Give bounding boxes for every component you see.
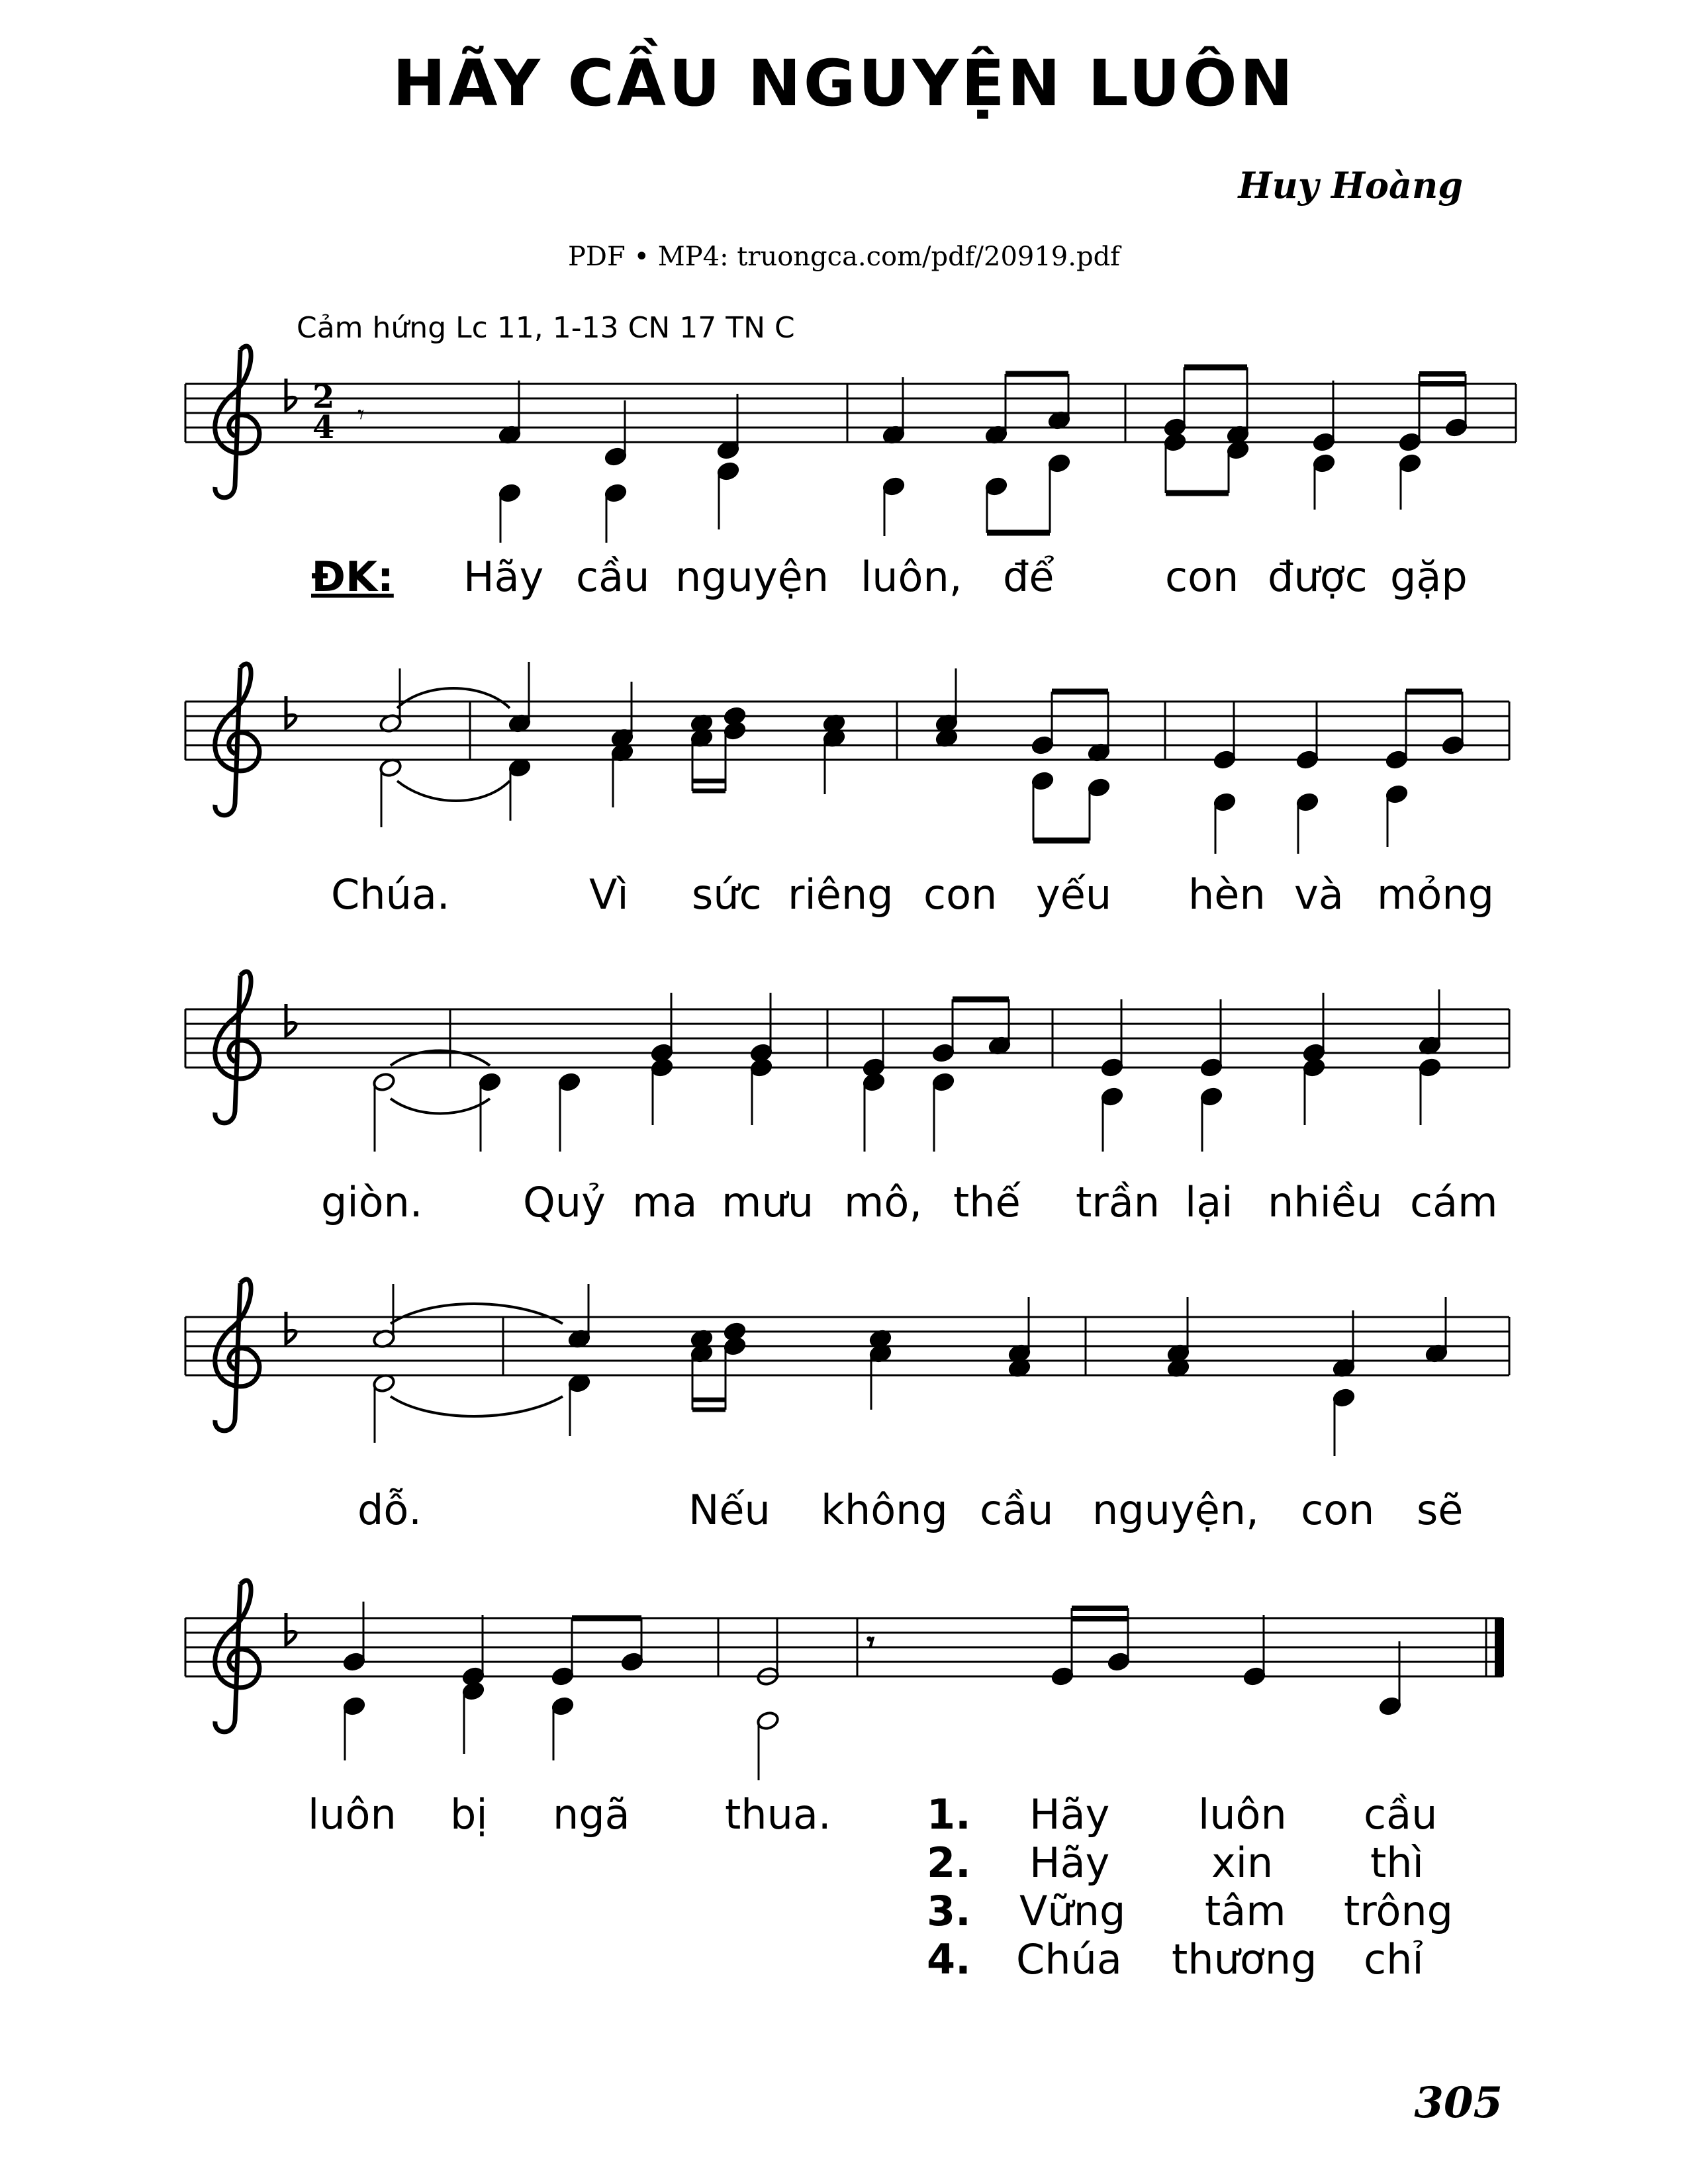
lyric-syllable: nguyện, xyxy=(1092,1486,1259,1534)
lyric-syllable: cầu xyxy=(576,553,650,601)
verse-word: Chúa xyxy=(1016,1935,1122,1983)
lyric-syllable: con xyxy=(1301,1486,1375,1534)
lyric-syllable: sẽ xyxy=(1417,1486,1464,1534)
verse-word: tâm xyxy=(1205,1887,1286,1935)
lyric-syllable: mô, xyxy=(844,1178,923,1226)
source-link[interactable]: PDF • MP4: truongca.com/pdf/20919.pdf xyxy=(567,242,1120,272)
verse-1 xyxy=(927,1790,1496,1843)
lyric-syllable: ma xyxy=(632,1178,698,1226)
lyrics-line-5 xyxy=(0,1790,920,1843)
verse-word: cầu xyxy=(1364,1790,1438,1839)
verse-word: Hãy xyxy=(1029,1790,1110,1839)
lyric-syllable: Hãy xyxy=(463,553,544,601)
staff-system-5 xyxy=(185,1580,1504,1780)
lyric-syllable: Nếu xyxy=(688,1486,771,1534)
lyrics-line-1 xyxy=(0,553,1688,606)
refrain-label: ĐK: xyxy=(311,553,394,601)
page-number: 305 xyxy=(1414,2078,1503,2128)
verse-word: chỉ xyxy=(1364,1935,1424,1983)
verse-word: thương xyxy=(1172,1935,1317,1983)
verse-word: thì xyxy=(1370,1839,1424,1887)
lyric-syllable: Vì xyxy=(589,870,629,919)
staff-system-4 xyxy=(185,1279,1509,1456)
verse-2 xyxy=(927,1839,1496,1891)
verse-number: 3. xyxy=(927,1887,971,1935)
verse-4 xyxy=(927,1935,1496,1988)
lyric-syllable: Chúa. xyxy=(331,870,450,919)
svg-text:𝄾: 𝄾 xyxy=(867,1627,874,1658)
verse-word: trông xyxy=(1344,1887,1454,1935)
lyric-syllable: mỏng xyxy=(1377,870,1494,919)
verse-word: xin xyxy=(1211,1839,1274,1887)
lyric-syllable: dỗ. xyxy=(357,1486,422,1534)
time-sig-top: 2 xyxy=(312,379,335,416)
lyric-syllable: thế xyxy=(953,1178,1021,1226)
lyric-syllable: lại xyxy=(1185,1178,1233,1226)
lyric-syllable: riêng xyxy=(788,870,894,919)
lyrics-line-3 xyxy=(0,1178,1688,1231)
lyric-syllable: luôn, xyxy=(861,553,962,601)
lyric-syllable: con xyxy=(923,870,998,919)
verse-number: 2. xyxy=(927,1839,971,1887)
lyric-syllable: Quỷ xyxy=(523,1178,606,1226)
lyric-syllable: giòn. xyxy=(321,1178,423,1226)
staff-system-2 xyxy=(185,662,1509,854)
verse-word: Hãy xyxy=(1029,1839,1110,1887)
lyric-syllable: cầu xyxy=(980,1486,1054,1534)
lyric-syllable: để xyxy=(1003,553,1055,601)
lyric-syllable: và xyxy=(1294,870,1344,919)
verse-3 xyxy=(927,1887,1496,1940)
staff-system-3 xyxy=(185,972,1509,1152)
lyric-syllable: được xyxy=(1268,553,1368,601)
lyric-syllable: sức xyxy=(692,870,762,919)
lyric-syllable: con xyxy=(1165,553,1239,601)
composer-name: Huy Hoàng xyxy=(1238,164,1463,206)
time-sig-bottom: 4 xyxy=(312,409,335,446)
lyric-syllable: yếu xyxy=(1036,870,1112,919)
verse-word: luôn xyxy=(1198,1790,1287,1839)
lyric-syllable: bị xyxy=(450,1790,488,1839)
lyric-syllable: thua. xyxy=(725,1790,831,1839)
lyric-syllable: trần xyxy=(1076,1178,1160,1226)
verse-word: Vững xyxy=(1019,1887,1126,1935)
lyrics-line-4 xyxy=(0,1486,1688,1539)
verse-number: 1. xyxy=(927,1790,971,1839)
lyric-syllable: mưu xyxy=(722,1178,814,1226)
lyric-syllable: nhiều xyxy=(1268,1178,1383,1226)
lyric-syllable: không xyxy=(821,1486,948,1534)
staff-system-1 xyxy=(185,346,1516,543)
lyric-syllable: gặp xyxy=(1390,553,1468,601)
lyric-syllable: nguyện xyxy=(675,553,829,601)
lyrics-line-2 xyxy=(0,870,1688,923)
song-title: HÃY CẦU NGUYỆN LUÔN xyxy=(392,46,1296,120)
inspiration-note: Cảm hứng Lc 11, 1-13 CN 17 TN C xyxy=(297,311,795,345)
lyric-syllable: cám xyxy=(1410,1178,1498,1226)
lyric-syllable: ngã xyxy=(553,1790,630,1839)
lyric-syllable: hèn xyxy=(1188,870,1266,919)
svg-text:𝄾: 𝄾 xyxy=(357,400,365,430)
verse-number: 4. xyxy=(927,1935,971,1983)
lyric-syllable: luôn xyxy=(308,1790,397,1839)
